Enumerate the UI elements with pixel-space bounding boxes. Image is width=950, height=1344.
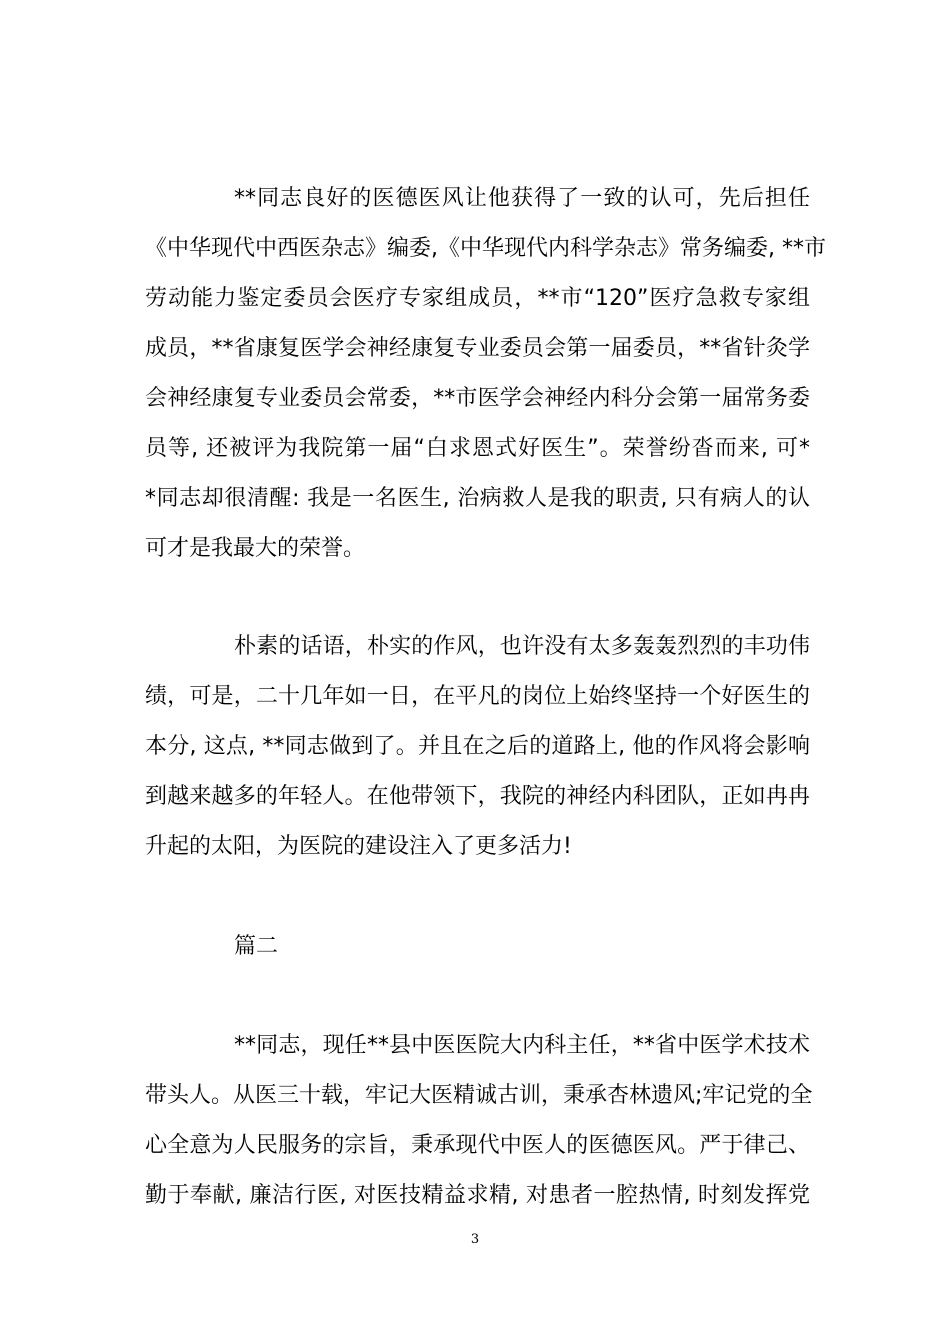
text-line: 会神经康复专业委员会常委，**市医学会神经内科分会第一届常务委	[145, 386, 810, 411]
page-number: 3	[470, 1232, 480, 1247]
text-line: 勤于奉献, 廉洁行医, 对医技精益求精, 对患者一腔热情, 时刻发挥党	[145, 1183, 810, 1208]
text-line: 升起的太阳，为医院的建设注入了更多活力!	[145, 834, 572, 859]
text-line: *同志却很清醒: 我是一名医生, 治病救人是我的职责, 只有病人的认	[145, 486, 810, 511]
text-line: 成员，**省康复医学会神经康复专业委员会第一届委员，**省针灸学	[145, 336, 810, 361]
text-line: 可才是我最大的荣誉。	[145, 536, 366, 561]
section-title: 篇二	[234, 934, 279, 959]
text-line: 绩，可是，二十几年如一日，在平凡的岗位上始终坚持一个好医生的	[145, 684, 810, 709]
text-line: 心全意为人民服务的宗旨，秉承现代中医人的医德医风。严于律己、	[145, 1133, 810, 1158]
text-line: **同志，现任**县中医医院大内科主任，**省中医学术技术	[234, 1033, 810, 1058]
text-line: 到越来越多的年轻人。在他带领下，我院的神经内科团队，正如冉冉	[145, 784, 810, 809]
text-line: **同志良好的医德医风让他获得了一致的认可，先后担任	[234, 186, 810, 211]
section-heading	[145, 922, 810, 972]
text-line: 劳动能力鉴定委员会医疗专家组成员，**市“120”医疗急救专家组	[145, 286, 810, 311]
paragraph-summary	[145, 622, 810, 872]
text-line: 本分, 这点, **同志做到了。并且在之后的道路上, 他的作风将会影响	[145, 734, 810, 759]
text-line: 《中华现代中西医杂志》编委,《中华现代内科学杂志》常务编委, **市	[145, 236, 826, 261]
text-line: 朴素的话语，朴实的作风，也许没有太多轰轰烈烈的丰功伟	[234, 634, 810, 659]
text-line: 员等, 还被评为我院第一届“白求恩式好医生”。荣誉纷沓而来, 可*	[145, 436, 810, 461]
paragraph-part-two	[145, 1021, 813, 1221]
paragraph-honors	[145, 174, 826, 574]
text-line: 带头人。从医三十载，牢记大医精诚古训，秉承杏林遗风;牢记党的全	[145, 1083, 813, 1108]
